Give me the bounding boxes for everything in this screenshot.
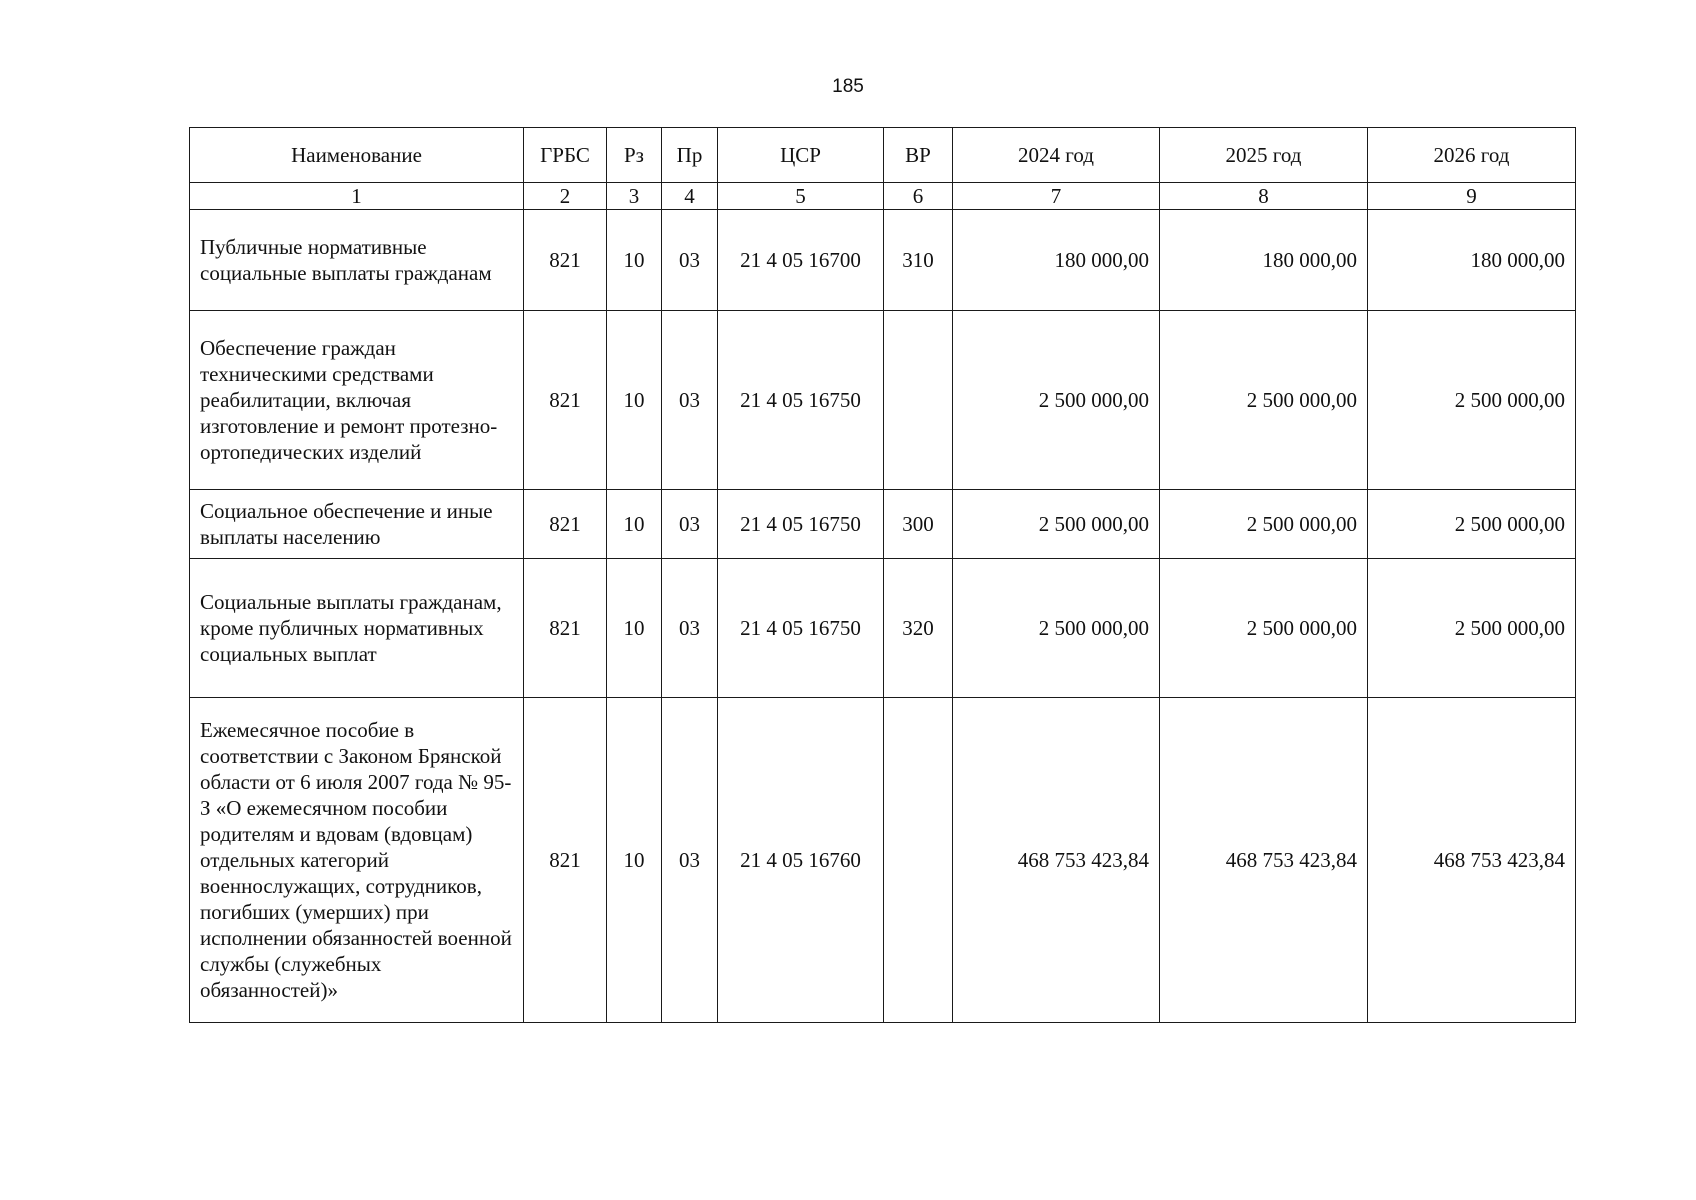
- row-pr: 03: [662, 698, 718, 1023]
- row-vr: [884, 698, 953, 1023]
- page-number: 185: [832, 76, 864, 97]
- row-csr: 21 4 05 16750: [718, 559, 884, 698]
- row-csr: 21 4 05 16750: [718, 490, 884, 559]
- row-name: Социальное обеспечение и иные выплаты населению: [190, 490, 524, 559]
- header-grbs: ГРБС: [524, 128, 607, 183]
- row-vr: 320: [884, 559, 953, 698]
- table-row: [190, 490, 1576, 559]
- row-amount-2026: 180 000,00: [1368, 210, 1576, 311]
- row-rz: 10: [607, 311, 662, 490]
- row-grbs: 821: [524, 490, 607, 559]
- row-vr: 300: [884, 490, 953, 559]
- row-amount-2025: 2 500 000,00: [1160, 490, 1368, 559]
- table-row: [190, 559, 1576, 698]
- row-rz: 10: [607, 490, 662, 559]
- row-amount-2024: 2 500 000,00: [953, 559, 1160, 698]
- row-amount-2026: 2 500 000,00: [1368, 559, 1576, 698]
- row-csr: 21 4 05 16700: [718, 210, 884, 311]
- column-number: 3: [607, 183, 662, 210]
- row-grbs: 821: [524, 698, 607, 1023]
- budget-table: [189, 127, 1576, 1023]
- row-name: Обеспечение граждан техническими средствами реабилитации, включая изготовление и ремонт протезно-ортопедических изделий: [190, 311, 524, 490]
- header-vr: ВР: [884, 128, 953, 183]
- row-grbs: 821: [524, 559, 607, 698]
- row-amount-2025: 180 000,00: [1160, 210, 1368, 311]
- row-amount-2026: 2 500 000,00: [1368, 490, 1576, 559]
- row-pr: 03: [662, 311, 718, 490]
- column-number: 2: [524, 183, 607, 210]
- row-name: Ежемесячное пособие в соответствии с Законом Брянской области от 6 июля 2007 года № 95-З «О ежемесячном пособии родителям и вдовам (вдовцам) отдельных категорий военнослужащих, сотрудников, погибших (умерших) при исполнении обязанностей военной службы (служебных обязанностей)»: [190, 698, 524, 1023]
- row-rz: 10: [607, 698, 662, 1023]
- row-amount-2026: 2 500 000,00: [1368, 311, 1576, 490]
- table-row: [190, 210, 1576, 311]
- row-name: Публичные нормативные социальные выплаты гражданам: [190, 210, 524, 311]
- column-number: 6: [884, 183, 953, 210]
- column-number: 5: [718, 183, 884, 210]
- column-number: 7: [953, 183, 1160, 210]
- row-csr: 21 4 05 16750: [718, 311, 884, 490]
- column-number-row: [190, 183, 1576, 210]
- row-name: Социальные выплаты гражданам, кроме публичных нормативных социальных выплат: [190, 559, 524, 698]
- table-row: [190, 311, 1576, 490]
- table-row: [190, 698, 1576, 1023]
- header-2026: 2026 год: [1368, 128, 1576, 183]
- row-vr: [884, 311, 953, 490]
- row-rz: 10: [607, 559, 662, 698]
- header-name: Наименование: [190, 128, 524, 183]
- row-grbs: 821: [524, 311, 607, 490]
- row-amount-2025: 2 500 000,00: [1160, 311, 1368, 490]
- column-number: 1: [190, 183, 524, 210]
- row-rz: 10: [607, 210, 662, 311]
- row-amount-2024: 468 753 423,84: [953, 698, 1160, 1023]
- column-number: 4: [662, 183, 718, 210]
- row-pr: 03: [662, 490, 718, 559]
- row-vr: 310: [884, 210, 953, 311]
- row-amount-2026: 468 753 423,84: [1368, 698, 1576, 1023]
- row-pr: 03: [662, 210, 718, 311]
- row-csr: 21 4 05 16760: [718, 698, 884, 1023]
- row-pr: 03: [662, 559, 718, 698]
- header-pr: Пр: [662, 128, 718, 183]
- row-amount-2025: 468 753 423,84: [1160, 698, 1368, 1023]
- row-amount-2024: 2 500 000,00: [953, 490, 1160, 559]
- column-number: 8: [1160, 183, 1368, 210]
- header-row: [190, 128, 1576, 183]
- row-grbs: 821: [524, 210, 607, 311]
- header-2025: 2025 год: [1160, 128, 1368, 183]
- header-2024: 2024 год: [953, 128, 1160, 183]
- column-number: 9: [1368, 183, 1576, 210]
- row-amount-2025: 2 500 000,00: [1160, 559, 1368, 698]
- row-amount-2024: 2 500 000,00: [953, 311, 1160, 490]
- header-rz: Рз: [607, 128, 662, 183]
- row-amount-2024: 180 000,00: [953, 210, 1160, 311]
- header-csr: ЦСР: [718, 128, 884, 183]
